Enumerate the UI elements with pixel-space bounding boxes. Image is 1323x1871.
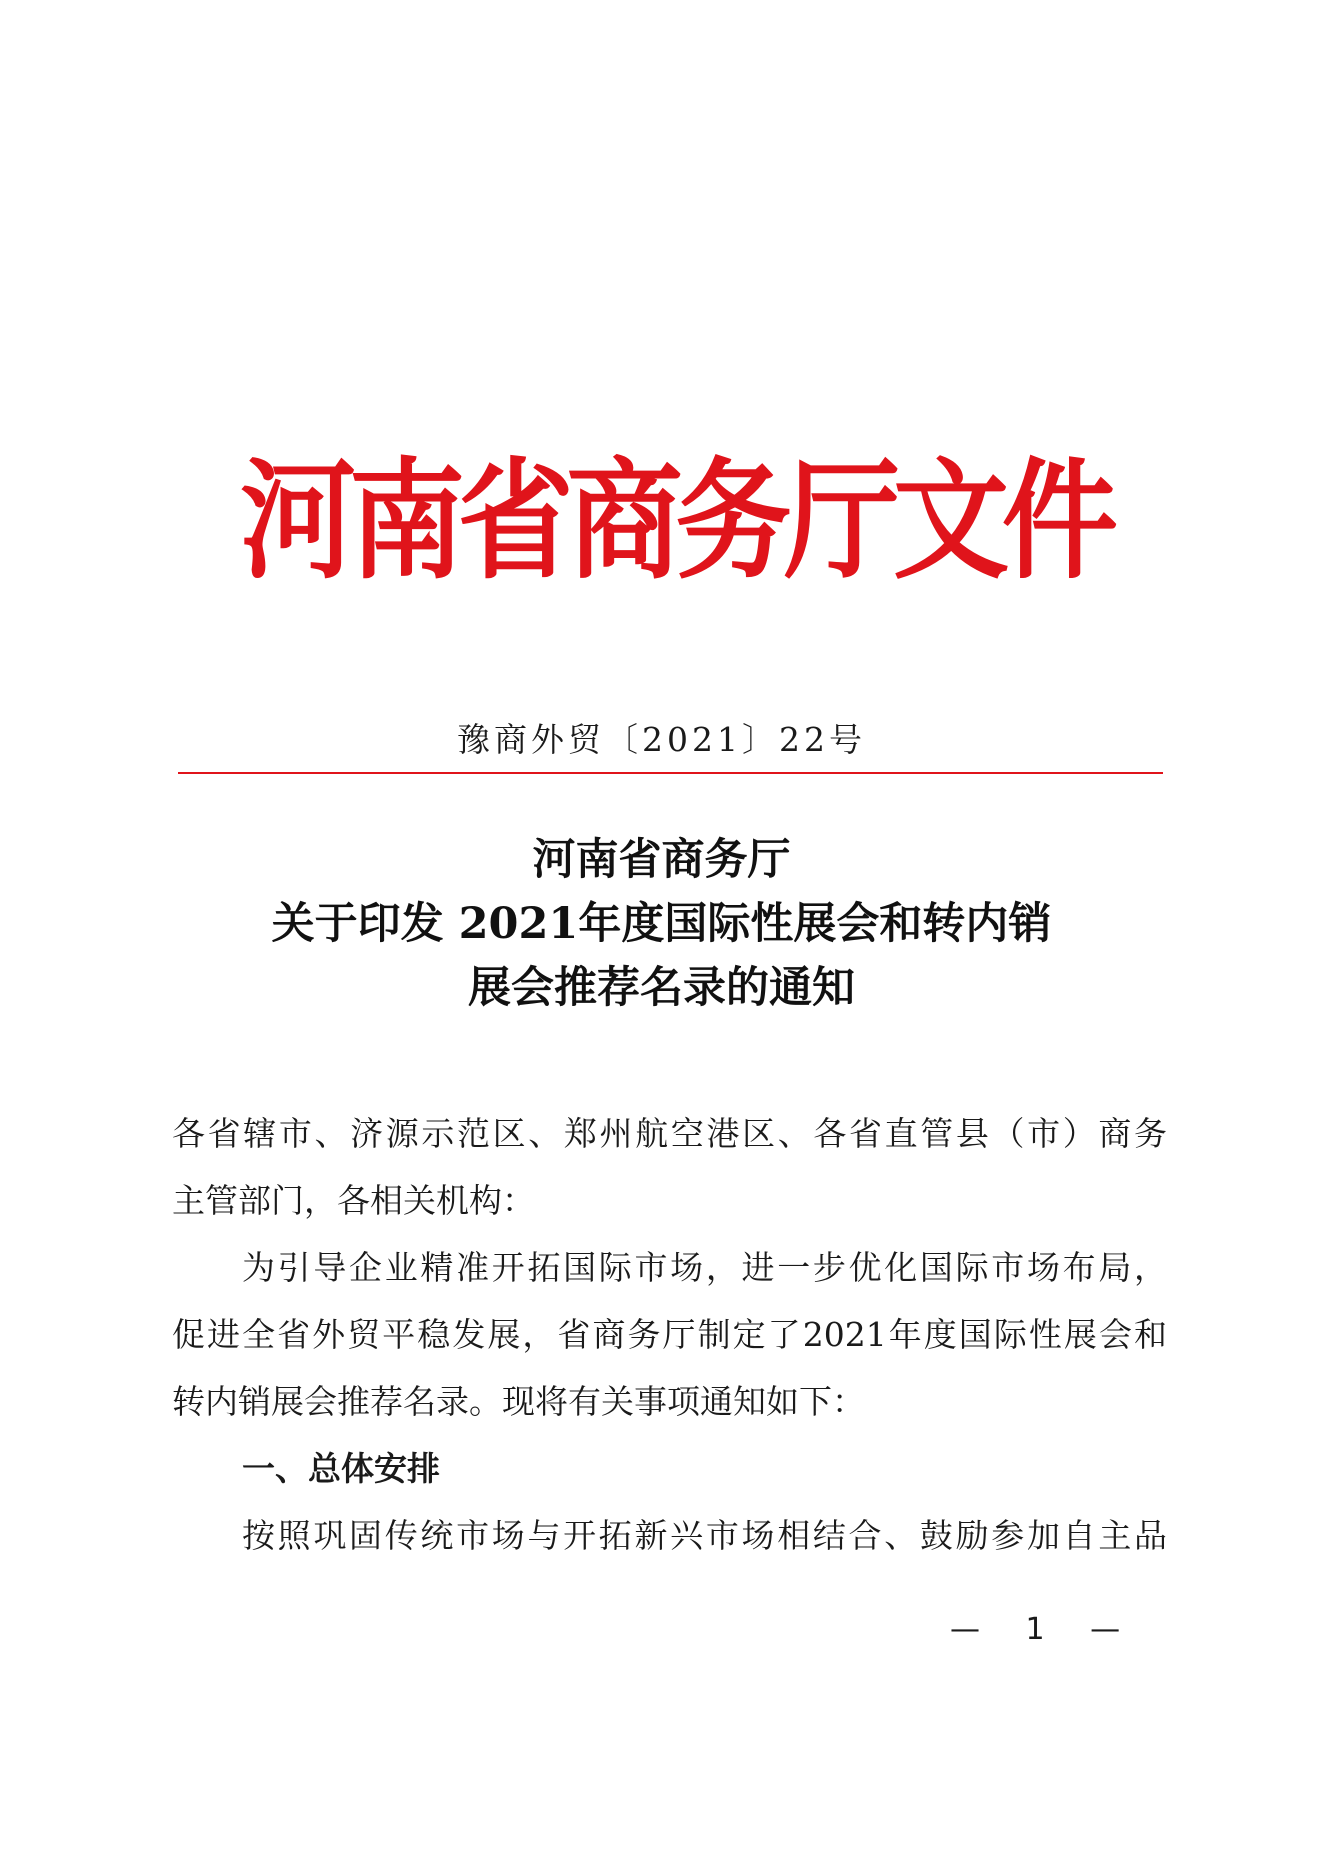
document-red-header [240,432,1118,597]
recipients-line: 各省辖市、济源示范区、郑州航空港区、各省直管县（市）商务 [172,1114,1167,1153]
title-line-2: 关于印发 2021年度国际性展会和转内销 [271,899,1052,949]
title-line-1: 河南省商务厅 [532,835,791,885]
paragraph-line: 促进全省外贸平稳发展，省商务厅制定了2021年度国际性展会和 [172,1315,1167,1354]
paragraph-line: 转内销展会推荐名录。现将有关事项通知如下： [172,1382,865,1421]
red-divider [178,772,1163,774]
red-header-char: 务 [675,444,792,597]
red-header-char: 商 [566,444,683,597]
document-body [172,1100,1167,1569]
red-header-char: 河 [240,444,356,597]
red-header-char: 文 [893,444,1010,597]
recipients-line: 主管部门，各相关机构： [172,1181,535,1220]
red-header-char: 省 [457,444,574,597]
red-header-char: 件 [1001,444,1118,597]
paragraph-line: 为引导企业精准开拓国际市场，进一步优化国际市场布局， [242,1248,1167,1287]
red-header-char: 南 [348,444,465,597]
section-heading: 一、总体安排 [242,1449,440,1488]
document-number: 豫商外贸〔2021〕22号 [457,720,866,759]
title-line-3: 展会推荐名录的通知 [468,963,855,1013]
red-header-char: 厅 [784,444,901,597]
paragraph-line: 按照巩固传统市场与开拓新兴市场相结合、鼓励参加自主品 [242,1516,1167,1555]
page-number: — 1 — [950,1612,1139,1647]
document-title [0,828,1323,1020]
